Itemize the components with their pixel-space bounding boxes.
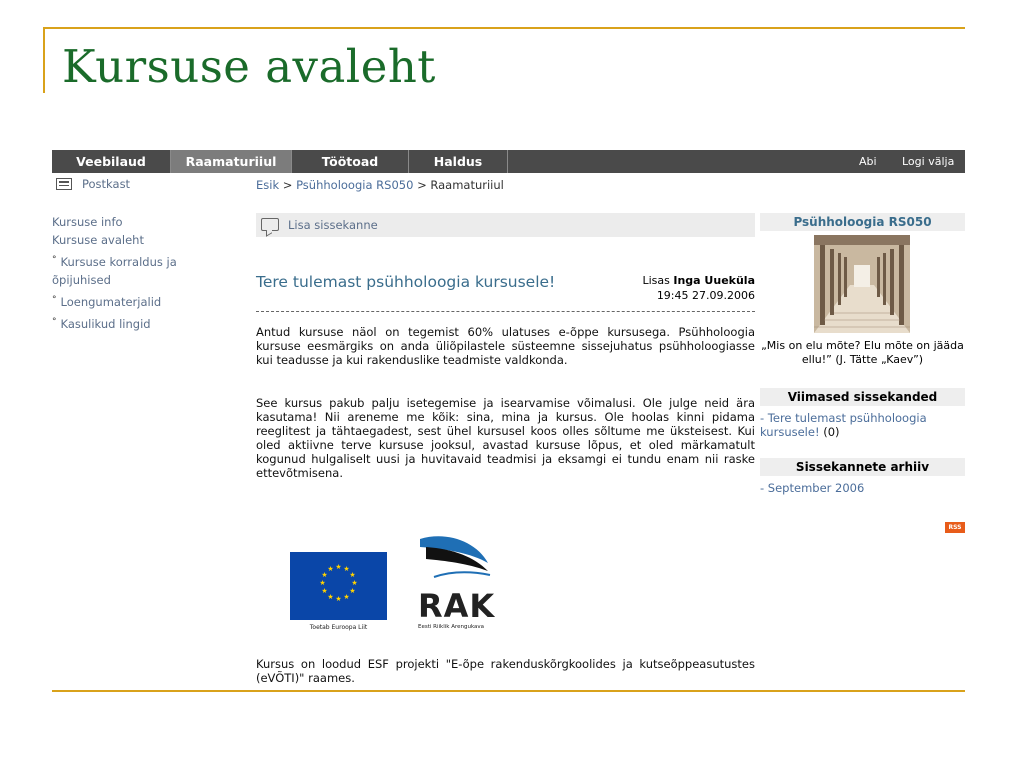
sidebar-item-label: Kasulikud lingid — [60, 317, 151, 331]
post-title[interactable]: Tere tulemast psühholoogia kursusele! — [256, 273, 556, 291]
svg-text:★: ★ — [343, 565, 350, 573]
breadcrumb-home[interactable]: Esik — [256, 178, 280, 192]
course-title-box: Psühholoogia RS050 — [760, 213, 965, 231]
tab-veebilaud[interactable]: Veebilaud — [52, 150, 171, 173]
rak-caption: Eesti Riiklik Arengukava — [418, 624, 485, 630]
logos — [290, 533, 550, 643]
post-author: Inga Uueküla — [673, 274, 755, 287]
top-navigation-bar — [52, 150, 965, 173]
help-link[interactable]: Abi — [859, 155, 877, 168]
sidebar-item-lecture-materials[interactable] — [52, 295, 161, 309]
recent-entry-label: - Tere tulemast psühholoogia kursusele! — [760, 411, 927, 439]
archive-title: Sissekannete arhiiv — [760, 458, 965, 476]
sidebar-item-course-organization-cont[interactable]: õpijuhised — [52, 273, 111, 287]
rss-icon[interactable]: RSS — [945, 522, 965, 533]
svg-text:★: ★ — [335, 595, 342, 603]
svg-text:★: ★ — [343, 593, 350, 601]
tab-raamaturiiul[interactable]: Raamaturiiul — [171, 150, 292, 173]
add-entry-label: Lisa sissekanne — [288, 218, 378, 232]
eu-caption: Toetab Euroopa Liit — [309, 624, 368, 631]
post-paragraph-1: Antud kursuse näol on tegemist 60% ulatuses e-õppe kursusega. Psühholoogia kursuse eesmärgiks on anda üliõpilastele süsteemne sissejuhatus psühholoogiasse kui teadusse ja kui rakenduslike teadmiste valdkonda. — [256, 325, 755, 367]
recent-entry-link[interactable] — [760, 411, 965, 439]
rak-logo-mark — [416, 533, 496, 585]
post-meta — [642, 273, 755, 303]
breadcrumb-course[interactable]: Psühholoogia RS050 — [296, 178, 414, 192]
tab-tootoad[interactable]: Töötoad — [292, 150, 409, 173]
recent-entry-count: (0) — [819, 425, 840, 439]
svg-text:★: ★ — [327, 565, 334, 573]
sidebar-item-course-home[interactable]: Kursuse avaleht — [52, 233, 144, 247]
course-quote: „Mis on elu mõte? Elu mõte on jääda ellu!” (J. Tätte „Kaev”) — [761, 339, 964, 366]
sidebar-item-useful-links[interactable] — [52, 317, 151, 331]
screenshot-frame — [52, 150, 965, 690]
breadcrumb-separator: > — [413, 178, 431, 192]
mailbox-link[interactable] — [56, 176, 130, 192]
sidebar-item-label: Kursuse korraldus ja — [60, 255, 177, 269]
add-entry-bar[interactable] — [256, 213, 755, 237]
svg-text:★: ★ — [321, 587, 328, 595]
svg-text:★: ★ — [349, 571, 356, 579]
bottom-accent-line — [52, 690, 965, 692]
breadcrumb — [256, 178, 504, 192]
svg-text:★: ★ — [321, 571, 328, 579]
recent-entries-title: Viimased sissekanded — [760, 388, 965, 406]
comment-icon — [261, 218, 279, 231]
post-datetime: 19:45 27.09.2006 — [656, 289, 755, 302]
bullet-icon: ° — [52, 295, 57, 305]
eu-flag-logo — [290, 552, 387, 620]
svg-text:★: ★ — [351, 579, 358, 587]
post-paragraph-3: Kursus on loodud ESF projekti "E-õpe rakenduskõrgkoolides ja kutseõppeasutustes (eVÕTI)" raames. — [256, 657, 755, 685]
post-paragraph-2: See kursus pakub palju isetegemise ja isearvamise võimalusi. Ole julge neid ära kasutama! Nii areneme me kõik: sina, mina ja kursus. Ole hoolas kinni pidama reeglitest ja tähtaegadest, sest ühel kursusel koos olles sõltume me üksteisest. Kui oled aktiivne terve kursuse jooksul, avastad kursuse lõpus, et oled märkamatult kogunud hulgaliselt uusi ja huvitavaid teadmisi ja eksamgi ei tundu enam nii raske ettevõtmisena. — [256, 396, 755, 480]
bullet-icon: ° — [52, 255, 57, 265]
svg-text:★: ★ — [327, 593, 334, 601]
svg-text:★: ★ — [319, 579, 326, 587]
rak-logo: RAK — [418, 587, 496, 625]
bullet-icon: ° — [52, 317, 57, 327]
tab-haldus[interactable]: Haldus — [409, 150, 508, 173]
mailbox-label: Postkast — [82, 177, 131, 191]
sidebar-item-course-organization[interactable] — [52, 255, 177, 269]
breadcrumb-current: Raamaturiiul — [430, 178, 504, 192]
archive-month-link[interactable]: - September 2006 — [760, 481, 865, 495]
slide-title: Kursuse avaleht — [62, 40, 436, 93]
mail-icon — [56, 178, 72, 190]
svg-text:★: ★ — [349, 587, 356, 595]
added-by-prefix: Lisas — [642, 274, 674, 287]
colonnade-image — [814, 235, 910, 333]
divider — [256, 311, 755, 312]
top-accent-line — [43, 27, 965, 29]
logout-link[interactable]: Logi välja — [902, 155, 955, 168]
sidebar-item-label: Loengumaterjalid — [60, 295, 162, 309]
breadcrumb-separator: > — [279, 178, 297, 192]
svg-text:★: ★ — [335, 563, 342, 571]
sidebar-item-course-info[interactable]: Kursuse info — [52, 215, 123, 229]
left-accent-line — [43, 29, 45, 93]
